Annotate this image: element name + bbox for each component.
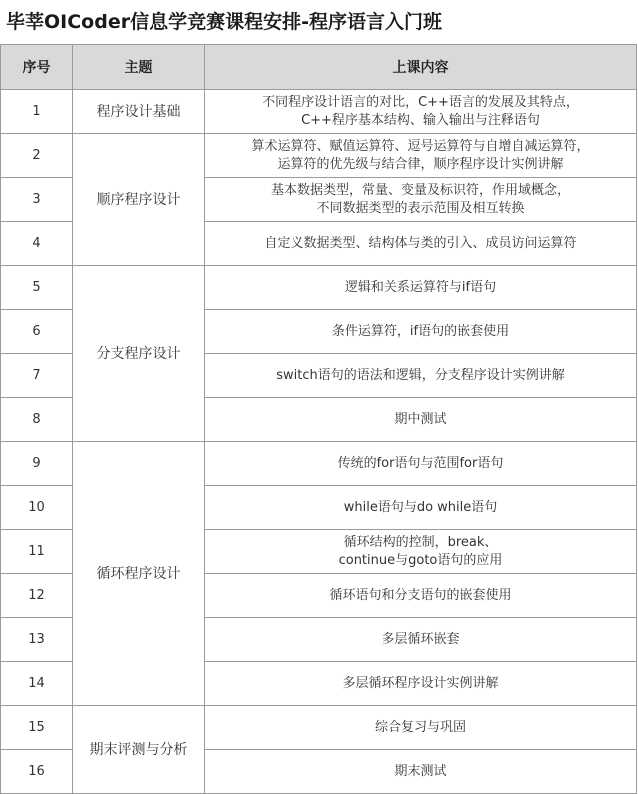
- content-cell: [205, 618, 637, 662]
- content-line: 多层循环程序设计实例讲解: [342, 675, 499, 691]
- row-number: 3: [1, 178, 73, 222]
- row-number: 8: [1, 398, 73, 442]
- content-cell: [205, 90, 637, 134]
- content-cell: [205, 310, 637, 354]
- topic-cell: 分支程序设计: [73, 266, 205, 442]
- schedule-table: [0, 44, 637, 794]
- topic-cell: 顺序程序设计: [73, 134, 205, 266]
- topic-cell: 程序设计基础: [73, 90, 205, 134]
- topic-cell: 循环程序设计: [73, 442, 205, 706]
- row-number: 14: [1, 662, 73, 706]
- content-line: C++程序基本结构、输入输出与注释语句: [301, 112, 540, 128]
- header-topic: 主题: [73, 45, 205, 90]
- row-number: 11: [1, 530, 73, 574]
- content-line: 期中测试: [394, 411, 447, 427]
- row-number: 12: [1, 574, 73, 618]
- content-line: 多层循环嵌套: [381, 631, 460, 647]
- content-cell: [205, 222, 637, 266]
- row-number: 1: [1, 90, 73, 134]
- content-line: 运算符的优先级与结合律，顺序程序设计实例讲解: [277, 156, 564, 172]
- content-cell: [205, 354, 637, 398]
- row-number: 16: [1, 750, 73, 794]
- content-line: 基本数据类型，常量、变量及标识符，作用域概念，: [270, 182, 570, 198]
- content-line: 逻辑和关系运算符与if语句: [344, 279, 497, 295]
- content-line: 算术运算符、赋值运算符、逗号运算符与自增自减运算符，: [251, 138, 590, 154]
- content-line: 综合复习与巩固: [374, 719, 466, 735]
- content-line: 循环语句和分支语句的嵌套使用: [329, 587, 512, 603]
- content-cell: [205, 750, 637, 794]
- row-number: 9: [1, 442, 73, 486]
- row-number: 13: [1, 618, 73, 662]
- header-content: 上课内容: [205, 45, 637, 90]
- row-number: 5: [1, 266, 73, 310]
- content-line: 循环结构的控制，break、: [343, 534, 498, 550]
- table-row: [1, 442, 637, 486]
- topic-cell: 期末评测与分析: [73, 706, 205, 794]
- table-header-row: [1, 45, 637, 90]
- content-line: continue与goto语句的应用: [338, 552, 503, 568]
- row-number: 7: [1, 354, 73, 398]
- content-line: while语句与do while语句: [343, 499, 498, 515]
- content-line: 期末测试: [394, 763, 447, 779]
- content-cell: [205, 178, 637, 222]
- content-cell: [205, 530, 637, 574]
- content-cell: [205, 662, 637, 706]
- table-row: [1, 266, 637, 310]
- content-cell: [205, 398, 637, 442]
- content-line: 自定义数据类型、结构体与类的引入、成员访问运算符: [264, 235, 577, 251]
- content-cell: [205, 134, 637, 178]
- content-line: 不同程序设计语言的对比，C++语言的发展及其特点，: [262, 94, 579, 110]
- table-row: [1, 90, 637, 134]
- table-row: [1, 134, 637, 178]
- row-number: 6: [1, 310, 73, 354]
- content-cell: [205, 706, 637, 750]
- content-cell: [205, 574, 637, 618]
- content-cell: [205, 266, 637, 310]
- content-line: 不同数据类型的表示范围及相互转换: [316, 200, 525, 216]
- content-cell: [205, 486, 637, 530]
- header-num: 序号: [1, 45, 73, 90]
- table-row: [1, 706, 637, 750]
- document-title: 毕莘OICoder信息学竞赛课程安排-程序语言入门班: [6, 11, 442, 33]
- content-line: 条件运算符，if语句的嵌套使用: [331, 323, 510, 339]
- content-line: 传统的for语句与范围for语句: [337, 455, 504, 471]
- row-number: 15: [1, 706, 73, 750]
- content-line: switch语句的语法和逻辑，分支程序设计实例讲解: [276, 367, 565, 383]
- row-number: 4: [1, 222, 73, 266]
- content-cell: [205, 442, 637, 486]
- row-number: 2: [1, 134, 73, 178]
- row-number: 10: [1, 486, 73, 530]
